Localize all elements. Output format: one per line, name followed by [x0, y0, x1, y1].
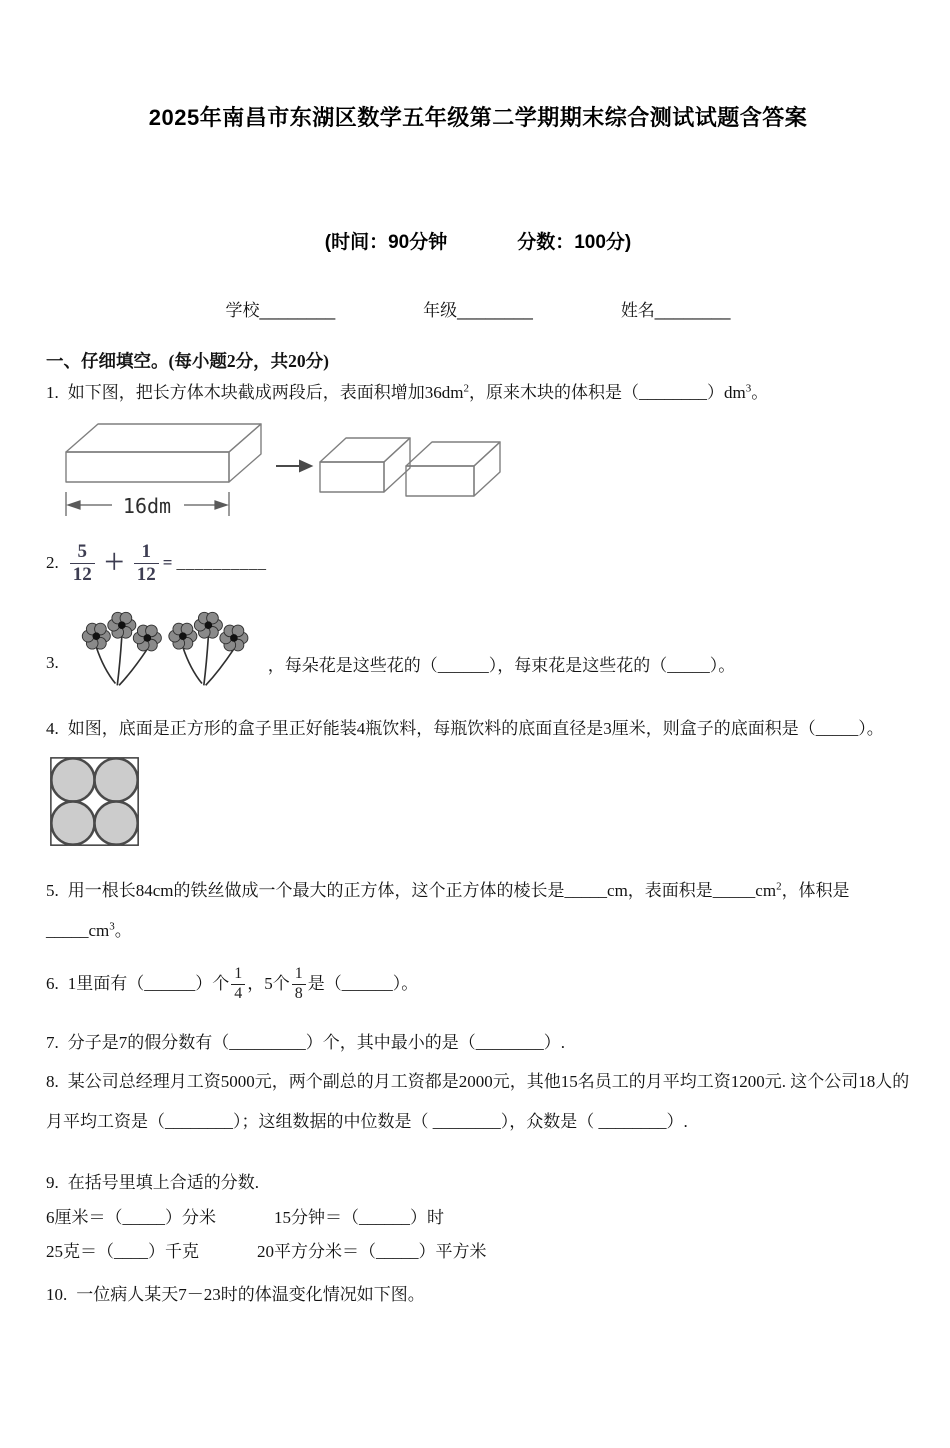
plus-operator: ＋ [103, 550, 125, 575]
numerator: 1 [294, 965, 303, 983]
question-5-number: 5. [46, 881, 59, 901]
question-8-text: 某公司总经理月工资5000元，两个副总的月工资都是2000元，其他15名员工的月平均工资1200元. 这个公司18人的月平均工资是（________）；这组数据的中位数是（ ________），众数是（ ________）. [46, 1071, 910, 1131]
question-3 [46, 607, 910, 689]
question-1-text-b: ，原来木块的体积是（________）dm [468, 382, 746, 402]
denominator: 8 [292, 984, 306, 1003]
question-3-text: ，每朵花是这些花的（______），每束花是这些花的（_____）。 [267, 655, 736, 675]
conversion-min-hour: 15分钟＝（______）时 [274, 1207, 444, 1227]
numerator: 1 [141, 540, 151, 562]
time-limit-label: (时间：90分钟 [324, 231, 448, 253]
question-9-line-2 [46, 1235, 910, 1270]
question-9 [46, 1166, 910, 1271]
question-5-text-b: ，体积是 [781, 881, 850, 901]
question-5-text-d: 。 [114, 921, 132, 941]
numerator: 1 [234, 965, 243, 983]
name-blank: 姓名________ [620, 300, 731, 320]
question-1-number: 1. [46, 382, 59, 402]
answer-blank: __________ [176, 552, 267, 572]
cuboid-cutting-diagram [54, 414, 910, 525]
question-10 [46, 1278, 910, 1313]
question-6 [46, 965, 910, 1003]
conversion-g-kg: 25克＝（____）千克 [46, 1242, 199, 1262]
question-5-text: 用一根长84cm的铁丝做成一个最大的正方体，这个正方体的棱长是_____cm，表面积是_____cm [67, 881, 777, 901]
question-9-text: 在括号里填上合适的分数. [67, 1172, 259, 1192]
denominator: 12 [134, 563, 159, 586]
numerator: 5 [77, 540, 87, 562]
dimension-label: 16dm [122, 493, 172, 518]
fraction-expression [68, 541, 177, 586]
question-4-number: 4. [46, 719, 59, 739]
fraction-1-4 [231, 965, 245, 1003]
test-paper-page [0, 104, 950, 1313]
circles-in-square-image [48, 754, 142, 850]
question-7 [46, 1029, 910, 1058]
question-4 [46, 715, 910, 744]
question-2-number: 2. [46, 552, 59, 572]
fraction-5-12 [70, 541, 95, 586]
bottles-in-box-diagram [48, 754, 910, 855]
fraction-1-12 [134, 541, 159, 586]
question-1 [46, 379, 910, 408]
total-score-label: 分数：100分) [517, 231, 632, 253]
section-1-heading: 一、仔细填空。(每小题2分，共20分) [46, 350, 329, 371]
question-3-number: 3. [46, 652, 59, 672]
flower-bunches-image [68, 607, 254, 689]
conversion-cm-dm: 6厘米＝（_____）分米 [46, 1207, 216, 1227]
exam-meta [46, 227, 910, 254]
question-10-text: 一位病人某天7－23时的体温变化情况如下图。 [76, 1285, 425, 1305]
conversion-sqdm-sqm: 20平方分米＝（_____）平方米 [257, 1242, 487, 1262]
school-blank: 学校________ [225, 300, 336, 320]
question-1-text: 如下图，把长方体木块截成两段后，表面积增加36dm [67, 382, 464, 402]
question-5-text-c: _____cm [46, 921, 110, 941]
grade-blank: 年级________ [423, 300, 533, 320]
question-6-text-b: ，5个 [247, 973, 290, 993]
question-6-text-c: 是（______）。 [307, 973, 419, 993]
question-8 [46, 1062, 910, 1142]
question-5 [46, 871, 910, 951]
question-1-text-c: 。 [751, 382, 769, 402]
question-7-text: 分子是7的假分数有（_________）个，其中最小的是（________）. [67, 1032, 565, 1052]
denominator: 12 [70, 563, 95, 586]
question-6-text: 1里面有（______）个 [67, 973, 230, 993]
cuboid-diagram-image [54, 414, 506, 520]
equals-sign: = [162, 552, 173, 572]
superscript: 2 [776, 880, 782, 893]
arrow-icon [276, 461, 311, 471]
question-7-number: 7. [46, 1032, 59, 1052]
question-10-number: 10. [46, 1285, 68, 1305]
fraction-1-8 [292, 965, 306, 1003]
question-8-number: 8. [46, 1071, 59, 1091]
superscript: 3 [745, 382, 752, 395]
superscript: 2 [463, 382, 469, 395]
question-4-text: 如图，底面是正方形的盒子里正好能装4瓶饮料，每瓶饮料的底面直径是3厘米，则盒子的底面积是（_____）。 [67, 719, 884, 739]
denominator: 4 [231, 984, 245, 1003]
superscript: 3 [109, 920, 115, 933]
question-9-number: 9. [46, 1172, 59, 1192]
question-9-heading [46, 1166, 910, 1201]
question-9-line-1 [46, 1201, 910, 1236]
question-6-number: 6. [46, 973, 59, 993]
page-title: 2025年南昌市东湖区数学五年级第二学期期末综合测试试题含答案 [148, 105, 808, 130]
question-2 [46, 541, 910, 586]
student-info-fields [46, 296, 910, 321]
